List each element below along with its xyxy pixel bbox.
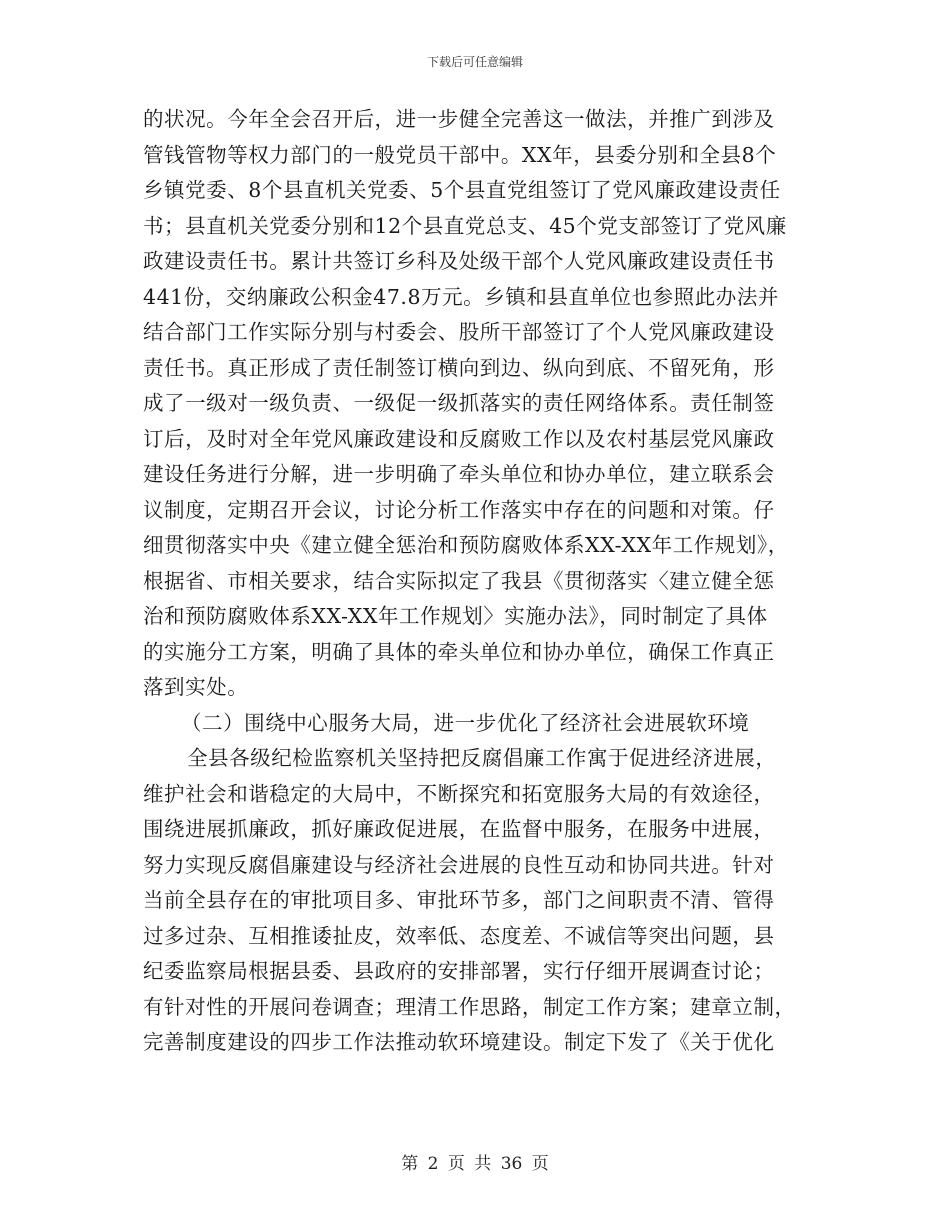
body-line: 书；县直机关党委分别和12个县直党总支、45个党支部签订了党风廉 <box>143 213 787 238</box>
body-line: 的状况。今年全会召开后，进一步健全完善这一做法，并推广到涉及 <box>143 107 775 131</box>
body-line: 结合部门工作实际分别与村委会、股所干部签订了个人党风廉政建设 <box>143 320 775 344</box>
section-line: 围绕进展抓廉政，抓好廉政促进展，在监督中服务，在服务中进展， <box>143 817 775 841</box>
body-line: 责任书。真正形成了责任制签订横向到边、纵向到底、不留死角，形 <box>143 355 775 380</box>
body-line: 成了一级对一级负责、一级促一级抓落实的责任网络体系。责任制签 <box>143 391 775 415</box>
body-line: 管钱管物等权力部门的一般党员干部中。XX年，县委分别和全县8个 <box>143 142 777 167</box>
body-line: 441份，交纳廉政公积金47.8万元。乡镇和县直单位也参照此办法并 <box>143 284 779 309</box>
body-line: 建设任务进行分解，进一步明确了牵头单位和协办单位，建立联系会 <box>143 462 775 486</box>
body-line: 落到实处。 <box>143 675 249 699</box>
body-line: 议制度，定期召开会议，讨论分析工作落实中存在的问题和对策。仔 <box>143 497 775 522</box>
page-number-footer: 第 2 页 共 36 页 <box>401 1154 549 1174</box>
section-line: 完善制度建设的四步工作法推动软环境建设。制定下发了《关于优化 <box>143 1030 775 1054</box>
body-line: 政建设责任书。累计共签订乡科及处级干部个人党风廉政建设责任书 <box>143 249 775 273</box>
section-line: 纪委监察局根据县委、县政府的安排部署，实行仔细开展调查讨论； <box>143 959 775 983</box>
body-line: 细贯彻落实中央《建立健全惩治和预防腐败体系XX-XX年工作规划》， <box>143 533 789 557</box>
body-line: 的实施分工方案，明确了具体的牵头单位和协办单位，确保工作真正 <box>143 639 775 664</box>
body-line: 乡镇党委、8个县直机关党委、5个县直党组签订了党风廉政建设责任 <box>143 178 781 202</box>
section-line: 过多过杂、互相推诿扯皮，效率低、态度差、不诚信等突出问题，县 <box>143 923 775 948</box>
section-heading: （二）围绕中心服务大局，进一步优化了经济社会进展软环境 <box>181 710 750 735</box>
document-body <box>143 102 807 1061</box>
page-header: 下载后可任意编辑 <box>426 55 523 69</box>
section-line: 全县各级纪检监察机关坚持把反腐倡廉工作寓于促进经济进展， <box>187 746 777 770</box>
body-line: 根据省、市相关要求，结合实际拟定了我县《贯彻落实〈建立健全惩 <box>143 568 775 593</box>
body-line: 订后，及时对全年党风廉政建设和反腐败工作以及农村基层党风廉政 <box>143 426 775 451</box>
section-line: 当前全县存在的审批项目多、审批环节多，部门之间职责不清、管得 <box>143 888 775 912</box>
body-line: 治和预防腐败体系XX-XX年工作规划〉实施办法》，同时制定了具体 <box>143 604 768 628</box>
section-line: 有针对性的开展问卷调查；理清工作思路，制定工作方案；建章立制， <box>143 994 796 1019</box>
section-line: 维护社会和谐稳定的大局中，不断探究和拓宽服务大局的有效途径， <box>143 781 775 806</box>
section-line: 努力实现反腐倡廉建设与经济社会进展的良性互动和协同共进。针对 <box>143 852 775 877</box>
